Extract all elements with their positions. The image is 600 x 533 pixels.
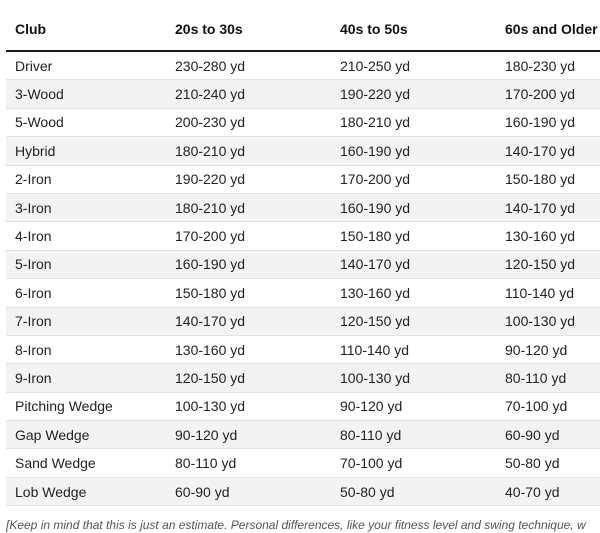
distance-cell: 180-210 yd (166, 137, 331, 165)
distance-cell: 200-230 yd (166, 108, 331, 136)
club-distance-table-container (6, 8, 600, 506)
table-row (6, 279, 600, 307)
club-cell: Lob Wedge (6, 477, 166, 505)
header-40s-to-50s: 40s to 50s (331, 8, 496, 51)
distance-cell: 140-170 yd (496, 137, 600, 165)
distance-cell: 170-200 yd (166, 222, 331, 250)
distance-cell: 80-110 yd (496, 364, 600, 392)
footnote-text: [Keep in mind that this is just an estimate. Personal differences, like your fitness level and swing technique, w (6, 518, 586, 532)
table-row (6, 222, 600, 250)
distance-cell: 70-100 yd (331, 449, 496, 477)
club-cell: Driver (6, 51, 166, 80)
distance-cell: 80-110 yd (331, 421, 496, 449)
table-row (6, 51, 600, 80)
club-cell: Gap Wedge (6, 421, 166, 449)
table-body (6, 51, 600, 506)
distance-cell: 180-230 yd (496, 51, 600, 80)
table-row (6, 165, 600, 193)
club-cell: 6-Iron (6, 279, 166, 307)
distance-cell: 90-120 yd (166, 421, 331, 449)
distance-cell: 180-210 yd (166, 193, 331, 221)
distance-cell: 90-120 yd (331, 392, 496, 420)
table-row (6, 250, 600, 278)
distance-cell: 80-110 yd (166, 449, 331, 477)
table-row (6, 364, 600, 392)
distance-cell: 110-140 yd (331, 335, 496, 363)
distance-cell: 60-90 yd (496, 421, 600, 449)
distance-cell: 170-200 yd (331, 165, 496, 193)
table-row (6, 477, 600, 505)
distance-cell: 130-160 yd (166, 335, 331, 363)
distance-cell: 90-120 yd (496, 335, 600, 363)
club-cell: Hybrid (6, 137, 166, 165)
distance-cell: 160-190 yd (166, 250, 331, 278)
club-cell: 5-Wood (6, 108, 166, 136)
distance-cell: 140-170 yd (496, 193, 600, 221)
table-header-row (6, 8, 600, 51)
distance-cell: 110-140 yd (496, 279, 600, 307)
distance-cell: 70-100 yd (496, 392, 600, 420)
table-row (6, 108, 600, 136)
table-row (6, 307, 600, 335)
club-cell: 5-Iron (6, 250, 166, 278)
distance-cell: 190-220 yd (166, 165, 331, 193)
table-row (6, 193, 600, 221)
distance-cell: 160-190 yd (331, 137, 496, 165)
distance-cell: 40-70 yd (496, 477, 600, 505)
header-20s-to-30s: 20s to 30s (166, 8, 331, 51)
club-cell: 7-Iron (6, 307, 166, 335)
distance-cell: 120-150 yd (331, 307, 496, 335)
table-row (6, 137, 600, 165)
distance-cell: 160-190 yd (331, 193, 496, 221)
club-cell: 3-Wood (6, 80, 166, 108)
club-cell: 8-Iron (6, 335, 166, 363)
distance-cell: 160-190 yd (496, 108, 600, 136)
club-cell: 2-Iron (6, 165, 166, 193)
distance-cell: 50-80 yd (496, 449, 600, 477)
distance-cell: 130-160 yd (331, 279, 496, 307)
table-row (6, 449, 600, 477)
distance-cell: 230-280 yd (166, 51, 331, 80)
table-row (6, 335, 600, 363)
distance-cell: 210-240 yd (166, 80, 331, 108)
distance-cell: 150-180 yd (496, 165, 600, 193)
distance-cell: 190-220 yd (331, 80, 496, 108)
distance-cell: 100-130 yd (331, 364, 496, 392)
distance-cell: 50-80 yd (331, 477, 496, 505)
distance-cell: 210-250 yd (331, 51, 496, 80)
distance-cell: 130-160 yd (496, 222, 600, 250)
club-distance-table (6, 8, 600, 506)
header-60s-and-older: 60s and Older (496, 8, 600, 51)
table-row (6, 80, 600, 108)
club-cell: 3-Iron (6, 193, 166, 221)
header-club: Club (6, 8, 166, 51)
distance-cell: 140-170 yd (331, 250, 496, 278)
table-row (6, 392, 600, 420)
distance-cell: 140-170 yd (166, 307, 331, 335)
club-cell: 4-Iron (6, 222, 166, 250)
distance-cell: 150-180 yd (331, 222, 496, 250)
distance-cell: 170-200 yd (496, 80, 600, 108)
distance-cell: 180-210 yd (331, 108, 496, 136)
club-cell: 9-Iron (6, 364, 166, 392)
distance-cell: 120-150 yd (166, 364, 331, 392)
table-row (6, 421, 600, 449)
club-cell: Sand Wedge (6, 449, 166, 477)
club-cell: Pitching Wedge (6, 392, 166, 420)
distance-cell: 100-130 yd (166, 392, 331, 420)
distance-cell: 60-90 yd (166, 477, 331, 505)
distance-cell: 100-130 yd (496, 307, 600, 335)
distance-cell: 150-180 yd (166, 279, 331, 307)
distance-cell: 120-150 yd (496, 250, 600, 278)
